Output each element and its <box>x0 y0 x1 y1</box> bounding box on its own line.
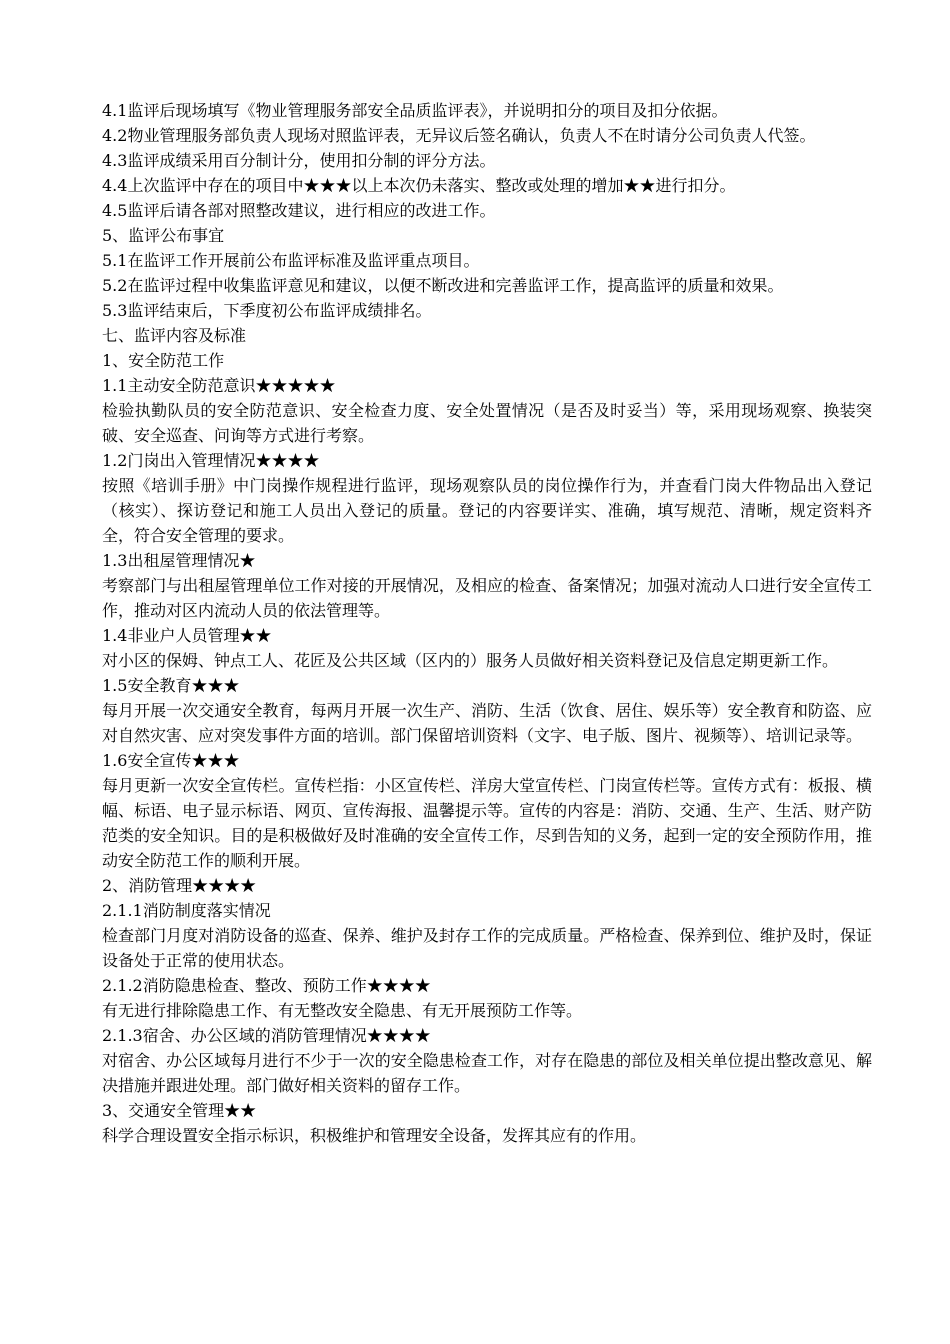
document-body <box>102 98 872 1148</box>
clause-5-3: 5.3监评结束后，下季度初公布监评成绩排名。 <box>102 301 432 320</box>
item-2-1-2-body: 有无进行排除隐患工作、有无整改安全隐患、有无开展预防工作等。 <box>102 1001 583 1020</box>
section-2-heading: 2、消防管理★★★★ <box>102 876 257 895</box>
chapter-7-heading: 七、监评内容及标准 <box>102 326 247 345</box>
clause-4-4: 4.4上次监评中存在的项目中★★★以上本次仍未落实、整改或处理的增加★★进行扣分。 <box>102 176 736 195</box>
item-1-5-body: 每月开展一次交通安全教育，每两月开展一次生产、消防、生活（饮食、居住、娱乐等）安全教育和防盗、应对自然灾害、应对突发事件方面的培训。部门保留培训资料（文字、电子版、图片、视频等）、培训记录等。 <box>102 701 872 745</box>
item-2-1-2-heading: 2.1.2消防隐患检查、整改、预防工作★★★★ <box>102 976 431 995</box>
item-1-6-heading: 1.6安全宣传★★★ <box>102 751 240 770</box>
item-1-4-body: 对小区的保姆、钟点工人、花匠及公共区域（区内的）服务人员做好相关资料登记及信息定期更新工作。 <box>102 651 839 670</box>
item-1-5-heading: 1.5安全教育★★★ <box>102 676 240 695</box>
item-1-6-body: 每月更新一次安全宣传栏。宣传栏指：小区宣传栏、洋房大堂宣传栏、门岗宣传栏等。宣传方式有：板报、横幅、标语、电子显示标语、网页、宣传海报、温馨提示等。宣传的内容是：消防、交通、生产、生活、财产防范类的安全知识。目的是积极做好及时准确的安全宣传工作，尽到告知的义务，起到一定的安全预防作用，推动安全防范工作的顺利开展。 <box>102 776 872 870</box>
item-1-4-heading: 1.4非业户人员管理★★ <box>102 626 272 645</box>
item-1-1-heading: 1.1主动安全防范意识★★★★★ <box>102 376 336 395</box>
clause-4-3: 4.3监评成绩采用百分制计分，使用扣分制的评分方法。 <box>102 151 496 170</box>
item-2-1-3-heading: 2.1.3宿舍、办公区域的消防管理情况★★★★ <box>102 1026 431 1045</box>
item-2-1-3-body: 对宿舍、办公区域每月进行不少于一次的安全隐患检查工作，对存在隐患的部位及相关单位提出整改意见、解决措施并跟进处理。部门做好相关资料的留存工作。 <box>102 1051 872 1095</box>
item-1-3-heading: 1.3出租屋管理情况★ <box>102 551 256 570</box>
item-1-2-body: 按照《培训手册》中门岗操作规程进行监评，现场观察队员的岗位操作行为，并查看门岗大件物品出入登记（核实）、探访登记和施工人员出入登记的质量。登记的内容要详实、准确，填写规范、清晰，规定资料齐全，符合安全管理的要求。 <box>102 476 872 545</box>
clause-5-1: 5.1在监评工作开展前公布监评标准及监评重点项目。 <box>102 251 480 270</box>
section-1-heading: 1、安全防范工作 <box>102 351 225 370</box>
item-1-3-body: 考察部门与出租屋管理单位工作对接的开展情况，及相应的检查、备案情况；加强对流动人口进行安全宣传工作，推动对区内流动人员的依法管理等。 <box>102 576 872 620</box>
section-3-heading: 3、交通安全管理★★ <box>102 1101 257 1120</box>
item-1-1-body: 检验执勤队员的安全防范意识、安全检查力度、安全处置情况（是否及时妥当）等，采用现场观察、换装突破、安全巡查、问询等方式进行考察。 <box>102 401 872 445</box>
clause-5-2: 5.2在监评过程中收集监评意见和建议，以便不断改进和完善监评工作，提高监评的质量和效果。 <box>102 276 784 295</box>
clause-4-1: 4.1监评后现场填写《物业管理服务部安全品质监评表》，并说明扣分的项目及扣分依据。 <box>102 101 728 120</box>
section-3-body: 科学合理设置安全指示标识，积极维护和管理安全设备，发挥其应有的作用。 <box>102 1126 647 1145</box>
item-2-1-1-body: 检查部门月度对消防设备的巡查、保养、维护及封存工作的完成质量。严格检查、保养到位、维护及时，保证设备处于正常的使用状态。 <box>102 926 872 970</box>
clause-4-5: 4.5监评后请各部对照整改建议，进行相应的改进工作。 <box>102 201 496 220</box>
item-2-1-1-heading: 2.1.1消防制度落实情况 <box>102 901 271 920</box>
clause-4-2: 4.2物业管理服务部负责人现场对照监评表，无异议后签名确认，负责人不在时请分公司负责人代签。 <box>102 126 816 145</box>
section-5-heading: 5、监评公布事宜 <box>102 226 225 245</box>
item-1-2-heading: 1.2门岗出入管理情况★★★★ <box>102 451 320 470</box>
